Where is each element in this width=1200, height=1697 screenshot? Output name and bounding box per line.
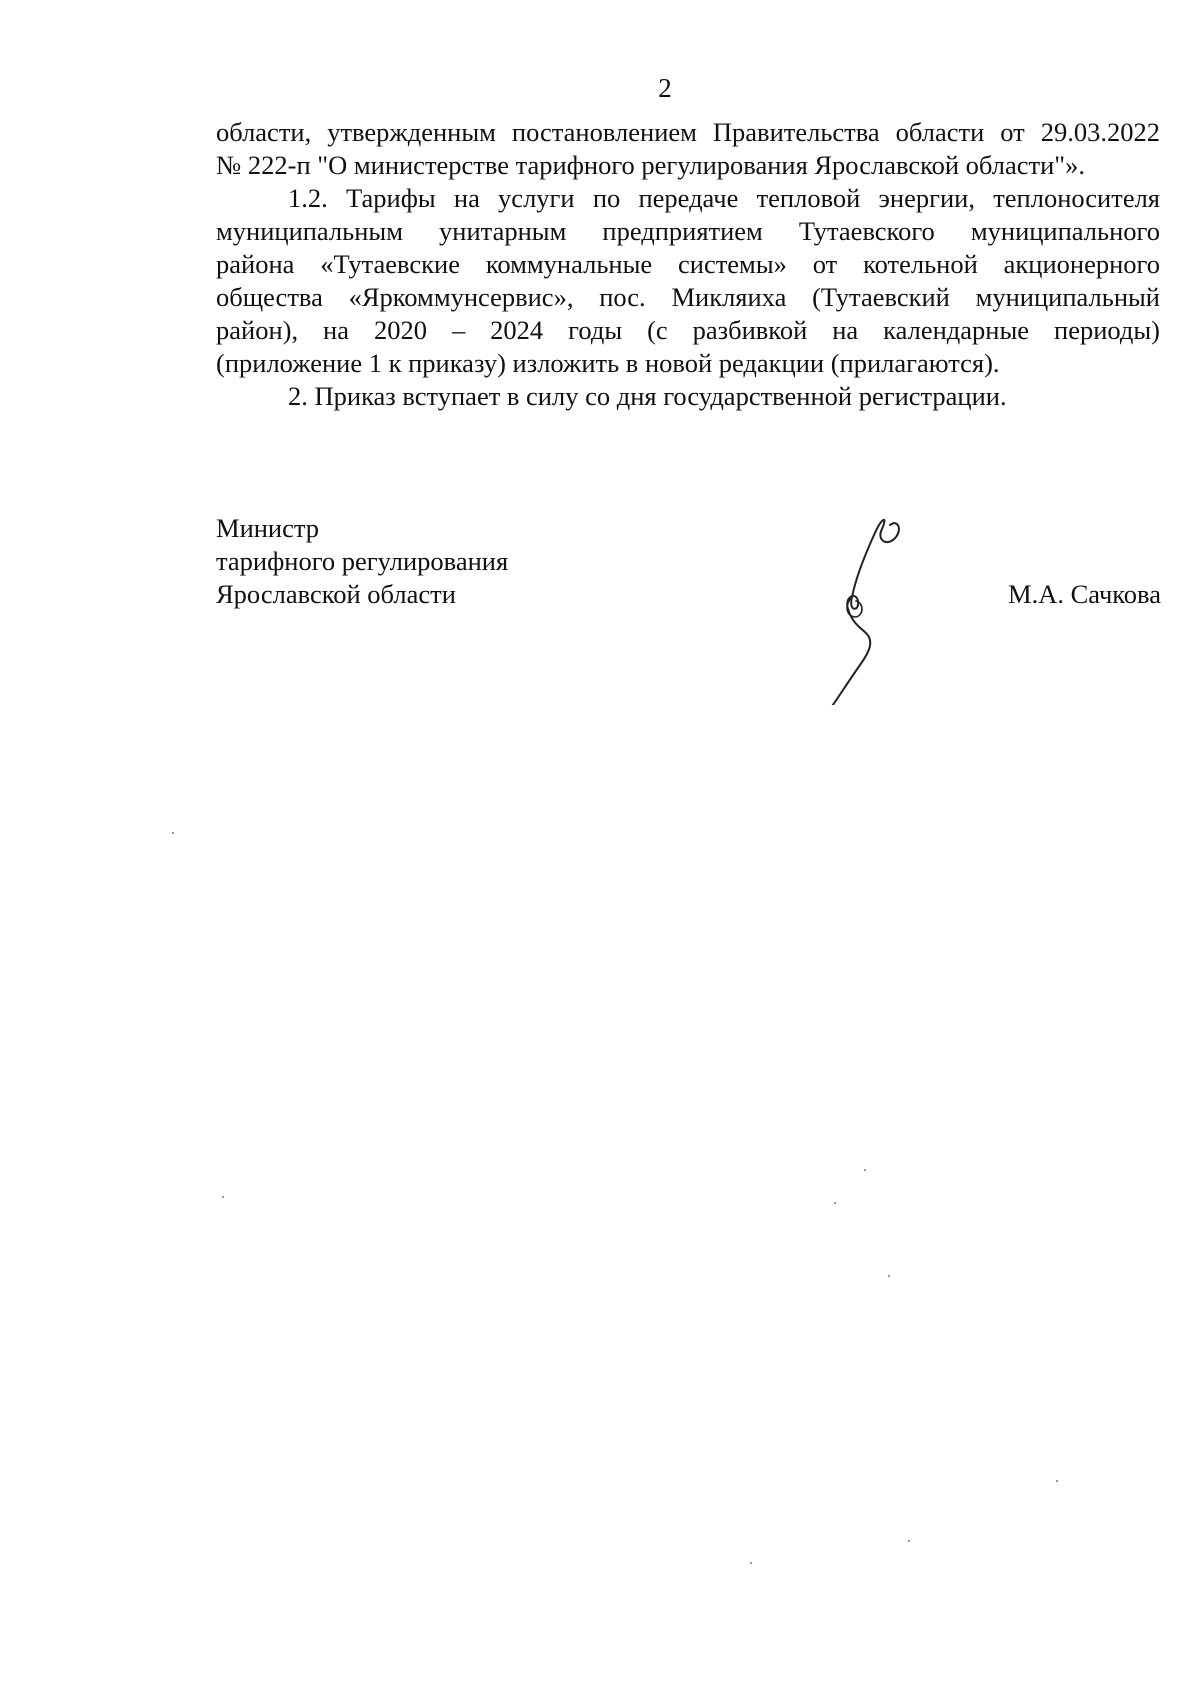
scan-speck: [908, 1540, 910, 1542]
scan-speck: [864, 1169, 866, 1171]
scan-speck: [888, 1275, 890, 1277]
signer-name: М.А. Сачкова: [1008, 579, 1161, 609]
handwritten-signature: [790, 505, 940, 705]
text-line: № 222-п "О министерстве тарифного регулирования Ярославской области"».: [216, 150, 1085, 180]
paragraph-1-2-continued: [216, 215, 1160, 380]
scan-speck: [222, 1196, 224, 1198]
scan-speck: [750, 1562, 752, 1564]
text-line: района «Тутаевские коммунальные системы» от котельной акционерного: [216, 249, 1160, 279]
signatory-title-line: тарифного регулирования: [216, 546, 509, 576]
paragraph-continuation: [216, 116, 1160, 182]
signatory-title: [216, 512, 508, 611]
scan-speck: [1056, 1480, 1058, 1482]
signatory-title-line: Министр: [216, 513, 320, 543]
scan-speck: [172, 832, 174, 834]
text-line: (приложение 1 к приказу) изложить в новой редакции (прилагаются).: [216, 348, 1000, 378]
signatory-title-line: Ярославской области: [216, 579, 456, 609]
text-line: 1.2. Тарифы на услуги по передаче тепловой энергии, теплоносителя: [288, 183, 1160, 213]
text-line: 2. Приказ вступает в силу со дня государственной регистрации.: [288, 381, 1007, 411]
text-line: области, утвержденным постановлением Правительства области от 29.03.2022: [216, 117, 1160, 147]
paragraph-1-2: [216, 182, 1160, 215]
text-line: район), на 2020 – 2024 годы (с разбивкой на календарные периоды): [216, 315, 1160, 345]
text-line: общества «Яркоммунсервис», пос. Микляиха (Тутаевский муниципальный: [216, 282, 1160, 312]
scan-speck: [834, 1202, 836, 1204]
paragraph-2: [216, 380, 1160, 413]
page-number: 2: [658, 73, 672, 103]
document-body: [216, 116, 1160, 413]
text-line: муниципальным унитарным предприятием Тутаевского муниципального: [216, 216, 1160, 246]
